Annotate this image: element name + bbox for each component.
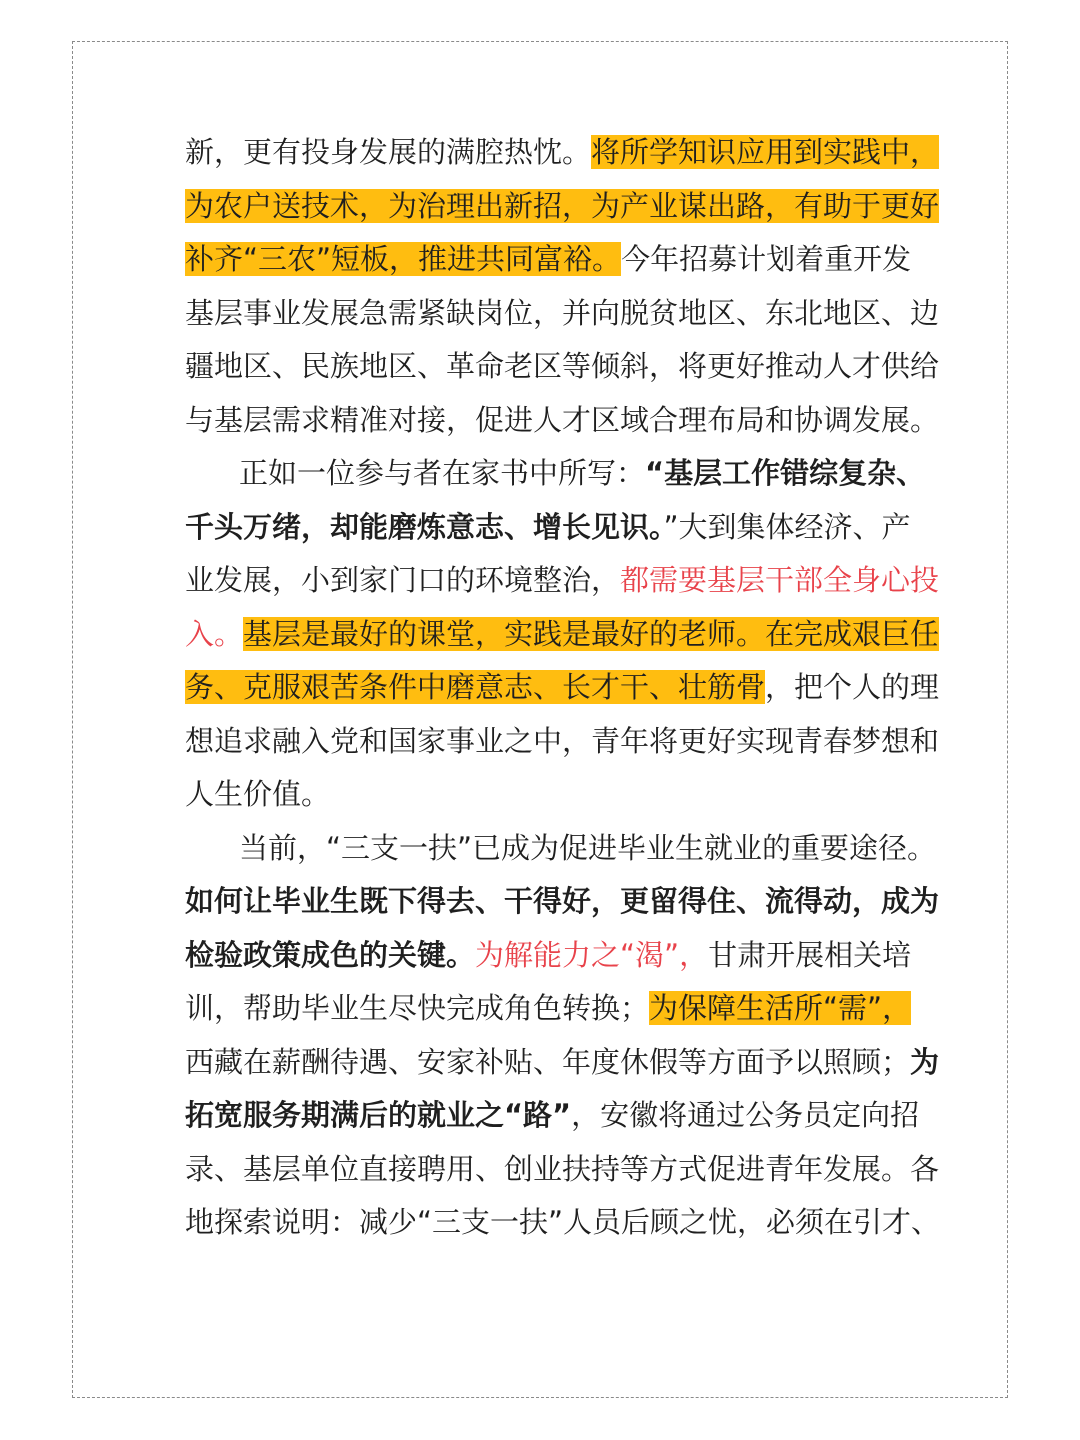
text-line (185, 822, 937, 875)
body-text: 与基层需求精准对接，促进人才区域合理布局和协调发展。 (185, 402, 940, 437)
text-line (185, 1089, 920, 1142)
text-line (185, 1036, 940, 1089)
bold-text: 如何让毕业生既下得去、干得好，更留得住、流得动，成为 (185, 884, 940, 918)
text-line (185, 447, 926, 500)
text-line (185, 233, 912, 286)
bold-text: 检验政策成色的关键。 (185, 937, 476, 972)
body-text: 西藏在薪酬待遇、安家补贴、年度休假等方面予以照顾； (185, 1044, 911, 1079)
text-line (185, 768, 897, 821)
bold-text: 为 (910, 1044, 940, 1079)
body-text: 当前，“三支一扶”已成为促进毕业生就业的重要途径。 (239, 830, 937, 865)
body-text: 正如一位参与者在家书中所写： (239, 456, 646, 490)
body-text: 今年招募计划着重开发 (621, 242, 912, 276)
body-text: ，把个人的理 (765, 670, 940, 704)
text-line (185, 340, 940, 393)
highlighted-text: 务、克服艰苦条件中磨意志、长才干、壮筋骨 (185, 670, 766, 704)
body-text: 训，帮助毕业生尽快完成角色转换； (185, 991, 650, 1025)
text-line (185, 875, 940, 928)
body-text: 人生价值。 (185, 777, 331, 811)
body-text: 基层事业发展急需紧缺岗位，并向脱贫地区、东北地区、边 (185, 295, 940, 330)
text-line (185, 982, 912, 1035)
red-text: 为解能力之“渴”， (475, 937, 709, 972)
text-line (185, 501, 911, 554)
text-line (185, 929, 912, 982)
highlighted-text: 基层是最好的课堂，实践是最好的老师。在完成艰巨任 (243, 616, 940, 651)
highlighted-text: 补齐“三农”短板，推进共同富裕。 (185, 242, 622, 276)
body-text: 业发展，小到家门口的环境整治， (185, 563, 621, 597)
body-text: 甘肃开展相关培 (708, 937, 912, 972)
body-text: 录、基层单位直接聘用、创业扶持等方式促进青年发展。各 (185, 1151, 940, 1186)
body-text: ，安徽将通过公务员定向招 (571, 1098, 920, 1132)
red-text: 都需要基层干部全身心投 (620, 563, 940, 597)
text-line (185, 661, 940, 714)
bold-text: “基层工作错综复杂、 (645, 456, 926, 490)
red-text: 入。 (185, 616, 244, 651)
text-line (185, 1196, 941, 1249)
text-line (185, 180, 940, 233)
bold-text: 拓宽服务期满后的就业之“路” (185, 1098, 572, 1132)
highlighted-text: 将所学知识应用到实践中， (591, 135, 940, 169)
text-line (185, 608, 940, 661)
highlighted-text: 为保障生活所“需”， (649, 991, 912, 1025)
body-text: 新，更有投身发展的满腔热忱。 (185, 135, 592, 169)
text-line (185, 287, 940, 340)
bold-text: 千头万绪，却能磨炼意志、增长见识。 (185, 509, 664, 544)
text-line (185, 1143, 940, 1196)
body-text: 地探索说明：减少“三支一扶”人员后顾之忧，必须在引才、 (185, 1205, 941, 1239)
body-text: 疆地区、民族地区、革命老区等倾斜，将更好推动人才供给 (185, 349, 940, 383)
body-text: ”大到集体经济、产 (663, 509, 911, 544)
body-text: 想追求融入党和国家事业之中，青年将更好实现青春梦想和 (185, 723, 940, 758)
text-line (185, 715, 940, 768)
highlighted-text: 为农户送技术，为治理出新招，为产业谋出路，有助于更好 (185, 188, 940, 223)
text-line (185, 126, 940, 179)
text-line (185, 554, 940, 607)
text-line (185, 394, 940, 447)
